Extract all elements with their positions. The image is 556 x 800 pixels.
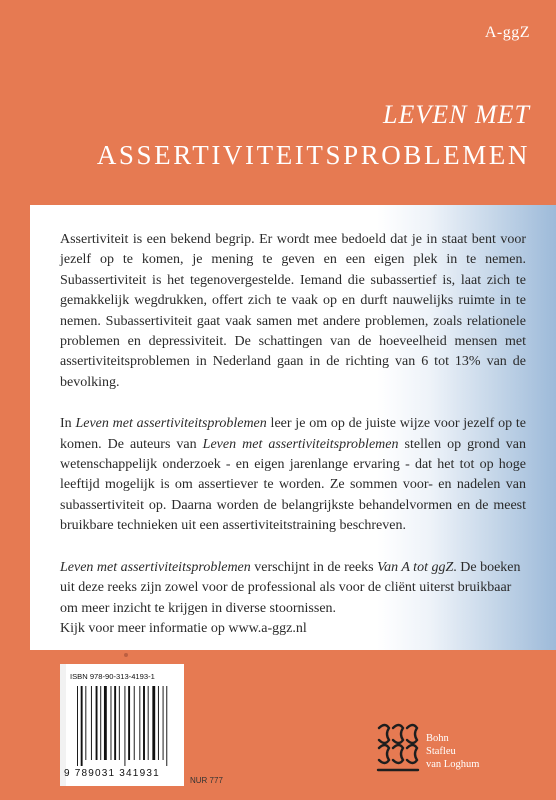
barcode-bar — [134, 686, 135, 760]
barcode-bar — [114, 686, 116, 760]
blurb-paragraph-3 — [60, 558, 526, 640]
barcode-bar — [91, 686, 92, 760]
decorative-dot — [124, 653, 128, 657]
barcode-bar — [124, 686, 125, 766]
title-line-2: ASSERTIVITEITSPROBLEMEN — [96, 140, 530, 170]
nur-code: NUR 777 — [190, 776, 223, 785]
isbn-text: ISBN 978-90-313-4193-1 — [70, 672, 155, 681]
publisher-line-1: Bohn — [426, 733, 449, 744]
blurb-text-segment: leer je om op de juiste wijze voor jezelf op te komen. De auteurs van — [60, 416, 526, 452]
book-title-italic: Leven met assertiviteitsproblemen — [60, 559, 251, 575]
book-title-italic: Leven met assertiviteitsproblemen — [202, 436, 399, 452]
blurb-paragraph-2 — [60, 414, 526, 536]
barcode-bar — [148, 686, 149, 760]
barcode-digits: 9 789031 341931 — [64, 768, 160, 779]
blurb-text-segment: stellen op grond van wetenschappelijk onderzoek - en eigen jarenlange ervaring - dat het tot op hoge leeftijd mogelijk is om assertiever te worden. Ze sommen voor- en nadelen van subassertiviteit op. Daarna worden de belangrijkste behandelvormen en de meest bruikbare technieken uit een assertiviteitstraining beschreven. — [60, 436, 527, 534]
series-tag: A-ggZ — [484, 24, 530, 41]
barcode-bar — [85, 686, 86, 760]
barcode-bar — [104, 686, 107, 760]
blurb-text — [60, 230, 526, 639]
series-name-italic: Van A tot ggZ — [377, 559, 454, 575]
blurb-text-segment: In — [60, 416, 76, 432]
barcode-bar — [158, 686, 159, 760]
barcode-bar — [100, 686, 101, 760]
barcode-bar — [96, 686, 98, 760]
barcode-bar — [152, 686, 155, 760]
bsl-logo-icon — [376, 718, 420, 774]
barcode-bar — [119, 686, 120, 760]
publisher-line-3: van Loghum — [426, 759, 480, 770]
barcode-bar — [77, 686, 78, 766]
barcode-bar — [128, 686, 130, 760]
book-title-italic: Leven met assertiviteitsproblemen — [75, 416, 267, 432]
publisher-name — [426, 732, 479, 771]
barcode-bar — [81, 686, 83, 766]
barcode-bar — [143, 686, 145, 760]
publisher-line-2: Stafleu — [426, 746, 456, 757]
blurb-text-segment: . De boeken uit deze reeks zijn zowel voor de professional als voor de cliënt uiterst bruikbaar om meer inzicht te krijgen in diverse stoornissen. — [60, 559, 521, 616]
barcode-bar — [111, 686, 112, 760]
website-line: Kijk voor meer informatie op www.a-ggz.nl — [60, 620, 307, 636]
barcode-bar — [166, 686, 167, 766]
barcode-icon — [76, 686, 172, 766]
barcode-bar — [139, 686, 140, 760]
blurb-paragraph-1: Assertiviteit is een bekend begrip. Er wordt mee bedoeld dat je in staat bent voor jezelf op te komen, je mening te geven en een eigen plek in te nemen. Subassertiviteit is het tegenovergestelde. Iemand die subassertief is, laat zich te gemakkelijk wegdrukken, offert zich te vaak op en durft nauwelijks ruimte in te nemen. Subassertiviteit gaat vaak samen met andere problemen, zoals relationele problemen en depressiviteit. De schattingen van de hoeveelheid mensen met assertiviteitsproblemen in Nederland gaan in de richting van 6 tot 13% van de bevolking. — [60, 232, 526, 390]
blurb-text-segment: verschijnt in de reeks — [250, 559, 378, 575]
title-line-1: LEVEN MET — [383, 100, 530, 129]
barcode-bar — [163, 686, 164, 760]
